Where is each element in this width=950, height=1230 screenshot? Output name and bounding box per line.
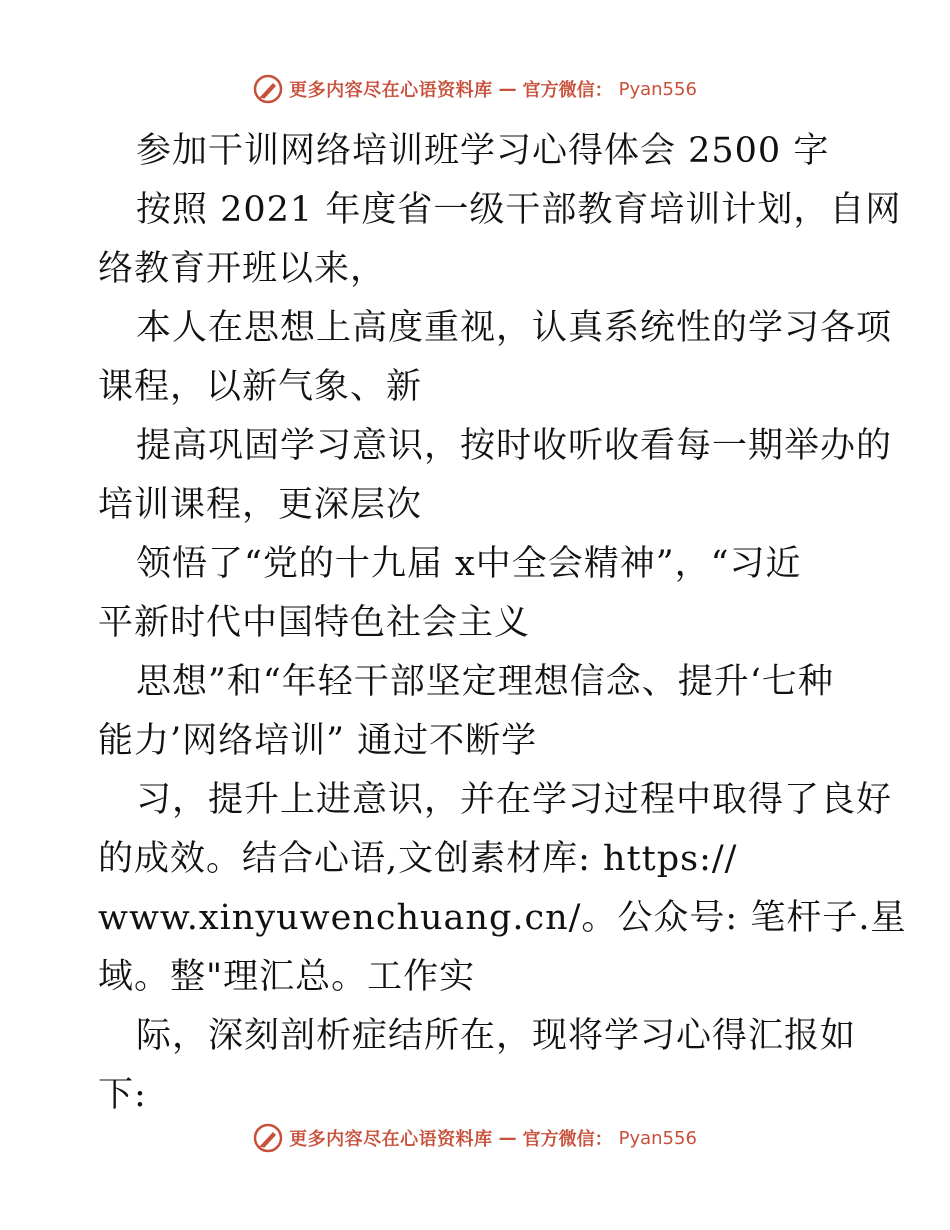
paragraph-line: 思想”和“年轻干部坚定理想信念、提升‘七种 [136,662,834,702]
paragraph-line: 下: [98,1075,147,1115]
document-body [98,122,907,1125]
watermark-wechat-label: 官方微信： [522,1129,613,1150]
footer-watermark [0,1123,950,1153]
pen-logo-icon [253,74,283,104]
paragraph-line: 提高巩固学习意识，按时收听收看每一期举办的 [136,426,893,466]
paragraph-line: 络教育开班以来， [98,249,387,289]
paragraph-line: www.xinyuwenchuang.cn/。公众号: 笔杆子.星 [98,898,907,938]
paragraph-line: 本人在思想上高度重视，认真系统性的学习各项 [136,308,893,348]
watermark-wechat-label: 官方微信： [522,80,613,101]
pen-logo-icon [253,1123,283,1153]
watermark-wechat-id: Pyan556 [618,1127,697,1149]
paragraph-line: 课程，以新气象、新 [98,367,423,407]
paragraph-line: 平新时代中国特色社会主义 [98,603,531,643]
paragraph-line: 培训课程，更深层次 [98,485,423,525]
paragraph-line: 域。整"理汇总。工作实 [98,957,476,997]
paragraph-line: 按照 2021 年度省一级干部教育培训计划，自网 [136,190,902,230]
document-title: 参加干训网络培训班学习心得体会 2500 字 [136,131,830,171]
header-watermark [0,74,950,104]
watermark-main-text: 更多内容尽在心语资料库 [289,80,493,101]
watermark-main-text: 更多内容尽在心语资料库 [289,1129,493,1150]
paragraph-line: 际，深刻剖析症结所在，现将学习心得汇报如 [136,1016,857,1056]
watermark-wechat-id: Pyan556 [618,78,697,100]
paragraph-line: 习，提升上进意识，并在学习过程中取得了良好 [136,780,893,820]
paragraph-line: 的成效。结合心语,文创素材库: https:// [98,839,738,879]
watermark-dash: — [498,78,517,100]
paragraph-line: 能力’网络培训” 通过不断学 [98,721,538,761]
paragraph-line: 领悟了“党的十九届 x中全会精神”，“习近 [136,544,802,584]
watermark-dash: — [498,1127,517,1149]
